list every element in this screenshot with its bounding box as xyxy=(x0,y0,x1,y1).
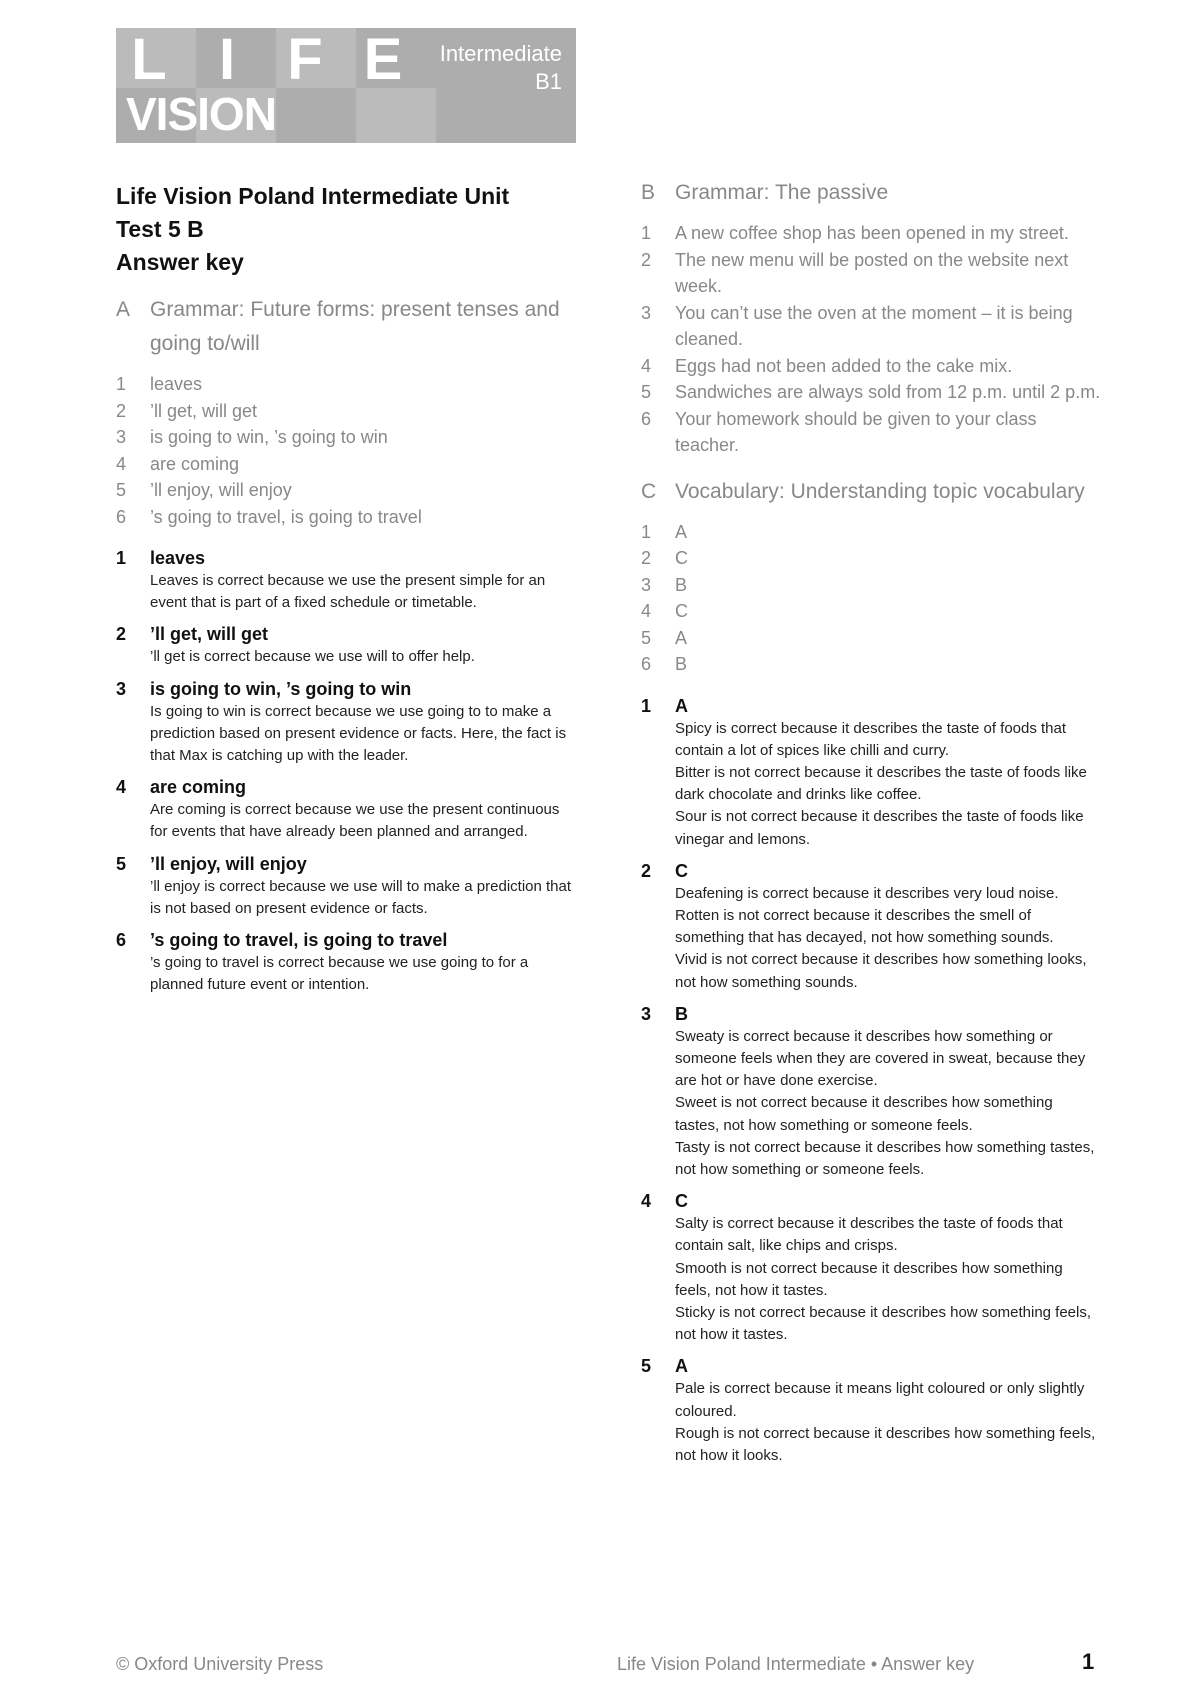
explanation-item xyxy=(641,694,1101,851)
answer-text: is going to win, ’s going to win xyxy=(150,427,388,447)
answer-text: Eggs had not been added to the cake mix. xyxy=(675,355,1013,376)
explanation-text: Spicy is correct because it describes the taste of foods that contain a lot of spices like chilli and curry. xyxy=(675,719,1067,759)
answer-number: 4 xyxy=(641,355,652,376)
document-title xyxy=(116,180,576,279)
answer-item xyxy=(641,598,1101,625)
answer-text: ’ll enjoy, will enjoy xyxy=(150,480,292,500)
explanation-text: Pale is correct because it means light coloured or only slightly coloured. xyxy=(675,1380,1085,1420)
answer-number: 2 xyxy=(641,249,652,270)
section-letter: B xyxy=(641,181,656,204)
explanation-text: Vivid is not correct because it describes how something looks, not how something sounds. xyxy=(675,951,1087,991)
answer-text: leaves xyxy=(150,374,203,394)
explanation-text: Sweaty is correct because it describes how something or someone feels when they are covered in sweat, because they are hot or have done exercise. xyxy=(675,1027,1086,1090)
section-title: Grammar: Future forms: present tenses and going to/will xyxy=(150,298,560,355)
explanation-item xyxy=(116,928,576,996)
answer-item xyxy=(641,379,1101,406)
explanation-answer: ’ll enjoy, will enjoy xyxy=(150,853,307,874)
explanation-number: 5 xyxy=(641,1356,652,1377)
explanation-number: 1 xyxy=(116,548,127,568)
section-title: Vocabulary: Understanding topic vocabulary xyxy=(675,479,1085,503)
logo-letter: E xyxy=(363,28,403,92)
explanation-item xyxy=(116,546,576,614)
answer-text: The new menu will be posted on the website next week. xyxy=(675,249,1069,296)
logo-vision-word: VISION xyxy=(126,88,276,140)
explanation-text: Leaves is correct because we use the present simple for an event that is part of a fixed schedule or timetable. xyxy=(150,572,546,612)
explanation-text: Deafening is correct because it describes very loud noise. xyxy=(675,884,1059,902)
answer-item xyxy=(641,519,1101,546)
explanation-number: 3 xyxy=(116,678,127,699)
section-a-explanations xyxy=(116,546,576,996)
logo-letter: F xyxy=(287,28,323,92)
section-letter: C xyxy=(641,479,657,503)
answer-item xyxy=(116,504,576,531)
logo-letter: I xyxy=(218,28,236,92)
section-a-heading xyxy=(116,293,576,361)
explanation-text: Sour is not correct because it describes the taste of foods like vinegar and lemons. xyxy=(675,808,1084,848)
answer-number: 6 xyxy=(641,408,652,429)
answer-item xyxy=(641,625,1101,652)
logo-level xyxy=(440,40,562,96)
explanation-answer: C xyxy=(675,1191,688,1212)
answer-text: A new coffee shop has been opened in my street. xyxy=(675,223,1069,243)
answer-item xyxy=(116,451,576,478)
answer-number: 2 xyxy=(116,400,127,421)
answer-number: 1 xyxy=(116,374,127,394)
section-a-answer-list xyxy=(116,371,576,530)
answer-item xyxy=(641,651,1101,678)
answer-item xyxy=(641,220,1101,247)
explanation-answer: A xyxy=(675,1356,688,1377)
explanation-text: Rough is not correct because it describes how something feels, not how it looks. xyxy=(675,1424,1096,1464)
explanation-item xyxy=(641,1189,1101,1346)
answer-item xyxy=(116,477,576,504)
answer-text: B xyxy=(675,654,688,674)
section-letter: A xyxy=(116,298,131,321)
section-c-heading xyxy=(641,475,1101,509)
explanation-number: 1 xyxy=(641,695,652,716)
answer-number: 1 xyxy=(641,223,652,243)
title-line: Answer key xyxy=(116,249,244,275)
answer-text: are coming xyxy=(150,453,240,474)
explanation-item xyxy=(116,775,576,843)
answer-number: 6 xyxy=(641,654,652,674)
answer-number: 1 xyxy=(641,521,652,542)
answer-number: 3 xyxy=(641,574,652,595)
answer-number: 5 xyxy=(116,480,127,500)
section-b-heading xyxy=(641,176,1101,210)
footer-reference: Life Vision Poland Intermediate • Answer key xyxy=(617,1654,975,1674)
answer-text: A xyxy=(675,521,688,542)
answer-item xyxy=(641,300,1101,353)
logo-life-word xyxy=(126,28,438,92)
explanation-number: 2 xyxy=(641,860,652,881)
answer-number: 4 xyxy=(641,601,652,621)
answer-item xyxy=(116,424,576,451)
explanation-answer: is going to win, ’s going to win xyxy=(150,678,412,699)
explanation-answer: are coming xyxy=(150,777,247,798)
explanation-text: Are coming is correct because we use the present continuous for events that have already been planned and arranged. xyxy=(150,801,560,841)
answer-text: Sandwiches are always sold from 12 p.m. until 2 p.m. xyxy=(675,382,1101,402)
explanation-text: Is going to win is correct because we use going to to make a prediction based on present evidence or facts. Here, the fact is that Max is catching up with the leader. xyxy=(150,702,567,765)
answer-number: 3 xyxy=(116,427,127,447)
answer-number: 2 xyxy=(641,548,652,568)
explanation-text: Salty is correct because it describes the taste of foods that contain salt, like chips and crisps. xyxy=(675,1215,1063,1255)
explanation-number: 3 xyxy=(641,1003,652,1024)
logo-level-name: Intermediate xyxy=(439,41,562,66)
answer-item xyxy=(641,406,1101,459)
answer-text: A xyxy=(675,627,688,648)
answer-item xyxy=(641,572,1101,599)
explanation-text: Sticky is not correct because it describes how something feels, not how it tastes. xyxy=(675,1303,1092,1344)
explanation-answer: leaves xyxy=(150,548,206,568)
answer-number: 6 xyxy=(116,506,127,527)
logo-level-code: B1 xyxy=(535,69,562,94)
explanation-text: Rotten is not correct because it describes the smell of something that has decayed, not how something sounds. xyxy=(675,906,1054,947)
explanation-item xyxy=(116,852,576,920)
explanation-item xyxy=(641,1002,1101,1181)
answer-text: You can’t use the oven at the moment – it is being cleaned. xyxy=(675,302,1073,349)
title-line: Life Vision Poland Intermediate Unit xyxy=(116,183,510,209)
explanation-answer: ’s going to travel, is going to travel xyxy=(150,930,448,951)
explanation-number: 5 xyxy=(116,853,127,874)
explanation-number: 4 xyxy=(116,777,127,798)
section-c-answer-list xyxy=(641,519,1101,678)
title-line: Test 5 B xyxy=(116,216,204,242)
answer-text: C xyxy=(675,601,688,621)
explanation-number: 4 xyxy=(641,1191,652,1212)
answer-number: 5 xyxy=(641,382,652,402)
explanation-number: 2 xyxy=(116,624,127,645)
section-title: Grammar: The passive xyxy=(675,181,889,204)
logo-letter: L xyxy=(131,28,167,92)
answer-text: B xyxy=(675,574,688,595)
explanation-text: ’ll enjoy is correct because we use will to make a prediction that is not based on present evidence or facts. xyxy=(150,877,572,917)
answer-number: 5 xyxy=(641,627,652,648)
right-column xyxy=(641,176,1101,1475)
explanation-text: Sweet is not correct because it describes how something tastes, not how something or someone feels. xyxy=(675,1094,1053,1134)
explanation-answer: ’ll get, will get xyxy=(150,624,269,645)
answer-text: ’s going to travel, is going to travel xyxy=(150,506,422,527)
explanation-item xyxy=(641,1354,1101,1467)
explanation-answer: C xyxy=(675,860,688,881)
answer-number: 3 xyxy=(641,302,652,323)
answer-item xyxy=(116,398,576,425)
answer-item xyxy=(641,353,1101,380)
explanation-item xyxy=(116,622,576,668)
explanation-answer: B xyxy=(675,1003,688,1024)
explanation-text: Bitter is not correct because it describes the taste of foods like dark chocolate and drinks like coffee. xyxy=(675,763,1087,804)
left-column xyxy=(116,180,576,1004)
section-c-explanations xyxy=(641,694,1101,1468)
life-vision-logo xyxy=(116,28,576,143)
answer-number: 4 xyxy=(116,453,127,474)
answer-item xyxy=(641,545,1101,572)
explanation-answer: A xyxy=(675,695,688,716)
explanation-text: Smooth is not correct because it describes how something feels, not how it tastes. xyxy=(675,1259,1063,1299)
section-b-answer-list xyxy=(641,220,1101,459)
answer-text: ’ll get, will get xyxy=(150,400,258,421)
explanation-text: ’s going to travel is correct because we use going to for a planned future event or intention. xyxy=(150,954,529,994)
answer-text: Your homework should be given to your class teacher. xyxy=(675,408,1037,455)
explanation-text: Tasty is not correct because it describes how something tastes, not how something or someone feels. xyxy=(675,1138,1095,1178)
page-number: 1 xyxy=(1082,1649,1095,1674)
explanation-text: ’ll get is correct because we use will to offer help. xyxy=(150,648,475,666)
explanation-number: 6 xyxy=(116,930,127,951)
answer-item xyxy=(641,247,1101,300)
explanation-item xyxy=(641,859,1101,994)
explanation-item xyxy=(116,677,576,768)
footer-copyright: © Oxford University Press xyxy=(116,1654,324,1674)
answer-text: C xyxy=(675,548,688,568)
answer-item xyxy=(116,371,576,398)
